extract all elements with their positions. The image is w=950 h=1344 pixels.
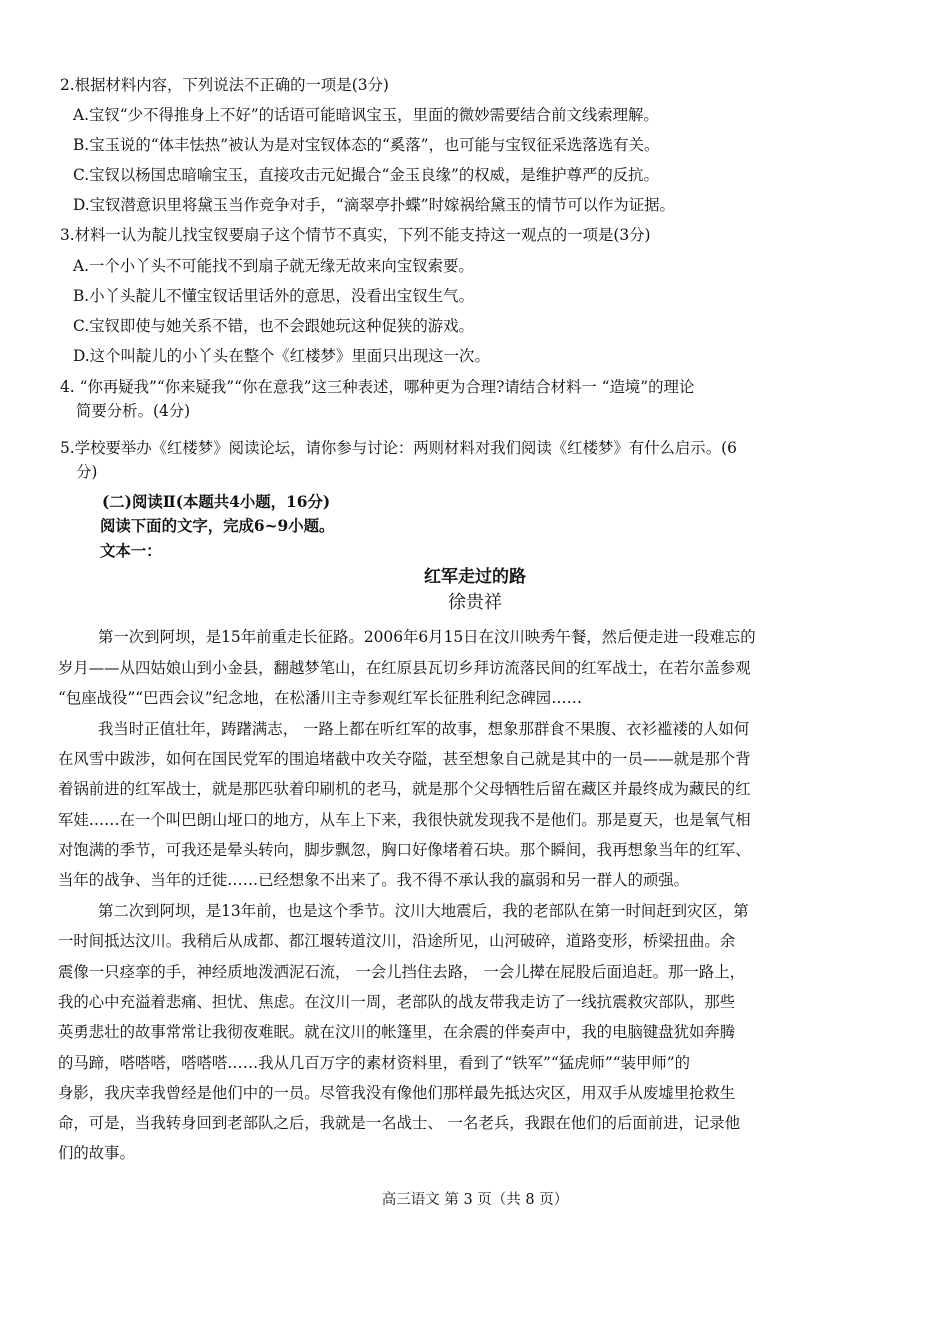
q3-option-d: D.这个叫靛儿的小丫头在整个《红楼梦》里面只出现这一次。	[73, 347, 490, 365]
q2-option-c: C.宝钗以杨国忠暗喻宝玉，直接攻击元妃撮合“金玉良缘”的权威，是维护尊严的反抗。	[73, 166, 659, 184]
article-line: 们的故事。	[58, 1144, 135, 1162]
q2-stem: 2.根据材料内容，下列说法不正确的一项是(3分)	[60, 76, 389, 94]
section-instruction: 阅读下面的文字，完成6~9小题。	[100, 517, 335, 535]
q3-option-b: B.小丫头靛儿不懂宝钗话里话外的意思，没看出宝钗生气。	[73, 287, 474, 305]
article-author: 徐贵祥	[448, 592, 502, 613]
q5-line-1: 5.学校要举办《红楼梦》阅读论坛，请你参与讨论：两则材料对我们阅读《红楼梦》有什么启示。(6	[60, 439, 737, 457]
article-line: 当年的战争、当年的迁徙……已经想象不出来了。我不得不承认我的羸弱和另一群人的顽强。	[58, 871, 690, 889]
article-line: 岁月——从四姑娘山到小金县，翻越梦笔山，在红原县瓦切乡拜访流落民间的红军战士，在若尔盖参观	[58, 659, 751, 677]
article-line: 我的心中充溢着悲痛、担忧、焦虑。在汶川一周，老部队的战友带我走访了一线抗震救灾部队，那些	[58, 993, 736, 1011]
article-line: 的马蹄，嗒嗒嗒，嗒嗒嗒……我从几百万字的素材资料里，看到了“铁军”“猛虎师”“装甲师”的	[58, 1054, 691, 1072]
article-line: 第一次到阿坝，是15年前重走长征路。2006年6月15日在汶川映秀午餐，然后便走进一段难忘的	[98, 628, 756, 646]
q4-line-1: 4. “你再疑我”“你来疑我”“你在意我”这三种表述，哪种更为合理?请结合材料一 “造境”的理论	[60, 378, 695, 396]
article-line: 英勇悲壮的故事常常让我彻夜难眠。就在汶川的帐篷里，在余震的伴奏声中，我的电脑键盘犹如奔腾	[58, 1023, 736, 1041]
q3-option-a: A.一个小丫头不可能找不到扇子就无缘无故来向宝钗索要。	[73, 257, 474, 275]
q4-line-2: 简要分析。(4分)	[76, 402, 191, 420]
article-line: 在风雪中跋涉，如何在国民党军的围追堵截中攻关夺隘，甚至想象自己就是其中的一员——就是那个背	[58, 750, 751, 768]
article-line: 着锅前进的红军战士，就是那匹驮着印刷机的老马，就是那个父母牺牲后留在藏区并最终成为藏民的红	[58, 780, 751, 798]
section-heading: (二)阅读Ⅱ(本题共4小题，16分)	[102, 493, 331, 511]
q2-option-d: D.宝钗潜意识里将黛玉当作竞争对手，“滴翠亭扑蝶”时嫁祸给黛玉的情节可以作为证据。	[73, 196, 675, 214]
q5-line-2: 分)	[76, 463, 98, 481]
page-footer: 高三语文 第 3 页（共 8 页）	[381, 1192, 569, 1208]
article-line: 命，可是，当我转身回到老部队之后，我就是一名战士、 一名老兵，我跟在他们的后面前进，记录他	[58, 1114, 741, 1132]
article-line: 我当时正值壮年，踌躇满志， 一路上都在听红军的故事，想象那群食不果腹、衣衫褴褛的人如何	[98, 720, 750, 738]
q3-stem: 3.材料一认为靛儿找宝钗要扇子这个情节不真实，下列不能支持这一观点的一项是(3分)	[60, 226, 651, 244]
article-line: 一时间抵达汶川。我稍后从成都、都江堰转道汶川，沿途所见，山河破碎，道路变形，桥梁扭曲。余	[58, 932, 736, 950]
article-title: 红军走过的路	[424, 567, 526, 587]
article-line: 军娃……在一个叫巴朗山垭口的地方，从车上下来，我很快就发现我不是他们。那是夏天，也是氧气相	[58, 811, 751, 829]
q3-option-c: C.宝钗即使与她关系不错，也不会跟她玩这种促狭的游戏。	[73, 317, 474, 335]
article-line: 震像一只痉挛的手，神经质地泼洒泥石流， 一会儿挡住去路， 一会儿撵在屁股后面追赶。那一路上，	[58, 963, 745, 981]
text-label: 文本一：	[100, 542, 162, 560]
article-line: 第二次到阿坝，是13年前，也是这个季节。汶川大地震后，我的老部队在第一时间赶到灾区，第	[98, 902, 749, 920]
article-line: 对饱满的季节，可我还是晕头转向，脚步飘忽，胸口好像堵着石块。那个瞬间，我再想象当年的红军、	[58, 841, 751, 859]
q2-option-b: B.宝玉说的“体丰怯热”被认为是对宝钗体态的“奚落”，也可能与宝钗征采选落选有关。	[73, 136, 660, 154]
article-line: “包座战役”“巴西会议”纪念地，在松潘川主寺参观红军长征胜利纪念碑园……	[58, 689, 582, 707]
q2-option-a: A.宝钗“少不得推身上不好”的话语可能暗讽宝玉，里面的微妙需要结合前文线索理解。	[73, 106, 659, 124]
article-line: 身影，我庆幸我曾经是他们中的一员。尽管我没有像他们那样最先抵达灾区，用双手从废墟里抢救生	[58, 1084, 736, 1102]
